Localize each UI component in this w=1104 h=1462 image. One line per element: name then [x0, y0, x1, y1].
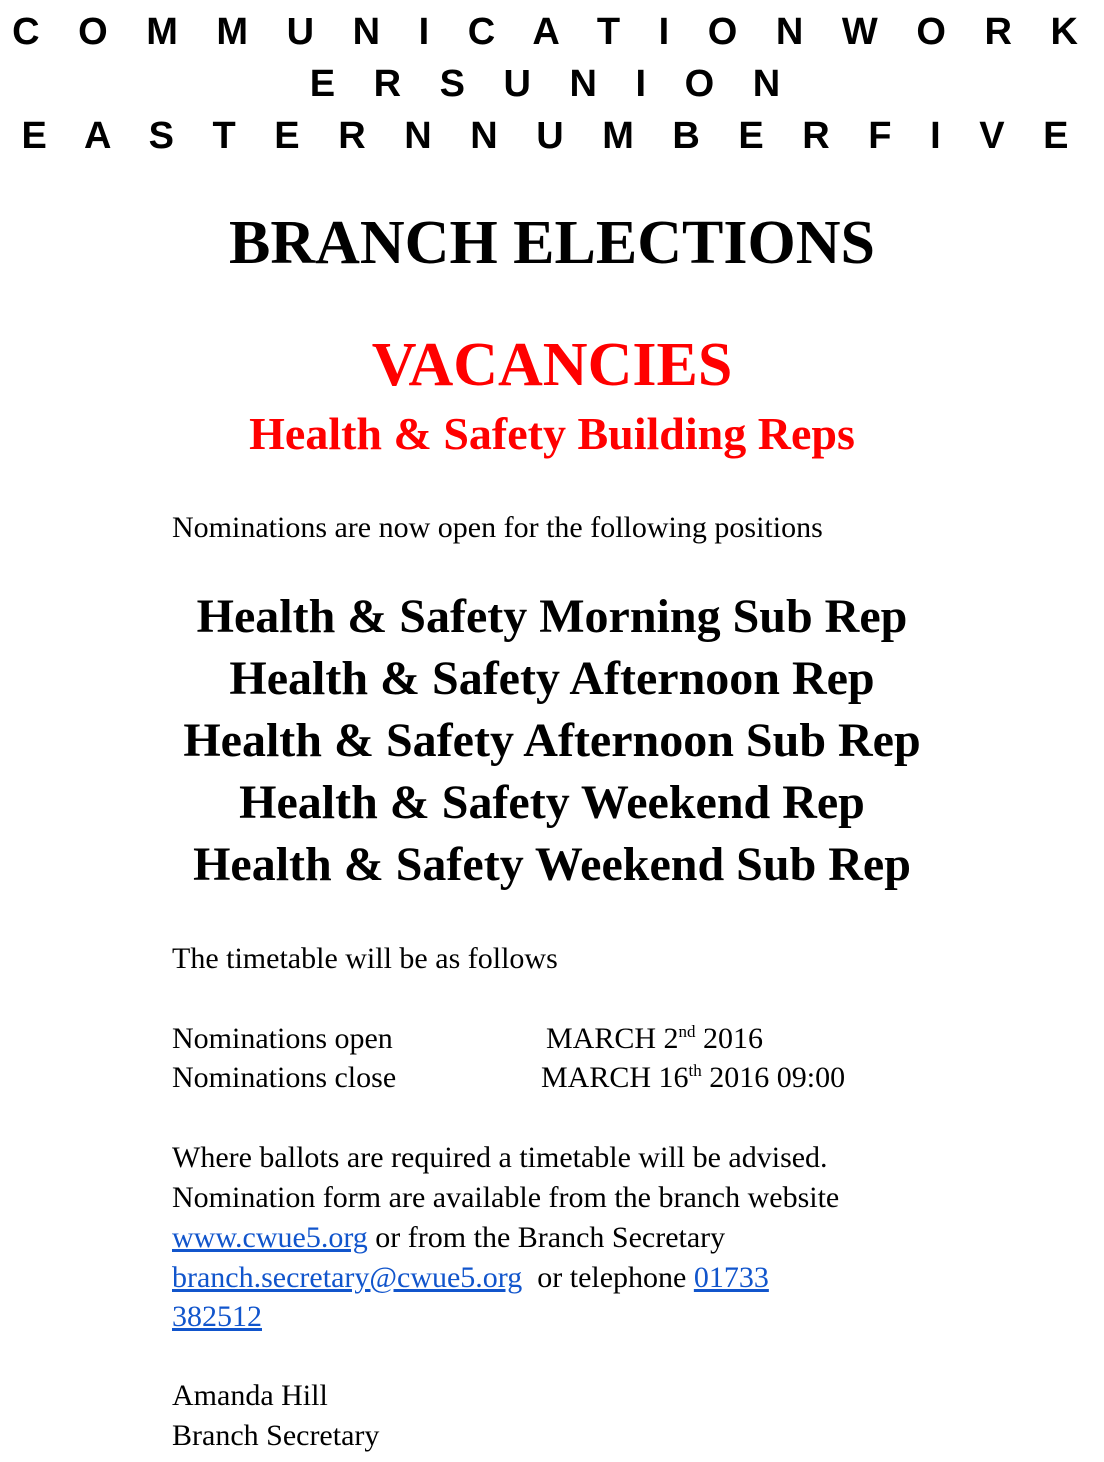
signature-role: Branch Secretary	[172, 1419, 380, 1452]
position-item: Health & Safety Weekend Rep	[239, 776, 865, 829]
vacancies-heading: VACANCIES	[371, 331, 733, 399]
phone-line	[172, 1297, 262, 1337]
website-line: www.cwue5.org or from the Branch Secretary	[172, 1221, 726, 1254]
timetable-intro: The timetable will be as follows	[172, 942, 558, 975]
nomination-form-info: Nomination form are available from the branch website	[172, 1181, 840, 1214]
contact-line: branch.secretary@cwue5.org or telephone 01733	[172, 1261, 769, 1294]
nominations-close-label: Nominations close	[172, 1061, 397, 1094]
email-link[interactable]: branch.secretary@cwue5.org	[172, 1261, 523, 1294]
union-name-line-2: E R S U N I O N	[309, 63, 795, 105]
position-item: Health & Safety Weekend Sub Rep	[193, 838, 911, 891]
website-link[interactable]: www.cwue5.org	[172, 1221, 368, 1254]
nominations-close-date: MARCH 16th 2016 09:00	[541, 1061, 846, 1094]
phone-link-continued[interactable]: 382512	[172, 1300, 262, 1333]
page-title: BRANCH ELECTIONS	[229, 209, 875, 277]
position-item: Health & Safety Morning Sub Rep	[196, 590, 908, 643]
union-name-line-3: E A S T E R N N U M B E R F I V E	[21, 115, 1083, 157]
ballots-info: Where ballots are required a timetable will be advised.	[172, 1141, 828, 1174]
union-name-line-1: C O M M U N I C A T I O N W O R K	[12, 11, 1092, 53]
position-item: Health & Safety Afternoon Rep	[229, 652, 875, 705]
phone-link[interactable]: 01733	[693, 1261, 769, 1294]
position-item: Health & Safety Afternoon Sub Rep	[183, 714, 921, 767]
nominations-open-label: Nominations open	[172, 1022, 393, 1055]
signature-name: Amanda Hill	[172, 1379, 328, 1412]
nominations-intro: Nominations are now open for the following positions	[172, 511, 823, 544]
nominations-open-date: MARCH 2nd 2016	[546, 1022, 764, 1055]
vacancies-subtitle: Health & Safety Building Reps	[249, 408, 855, 459]
